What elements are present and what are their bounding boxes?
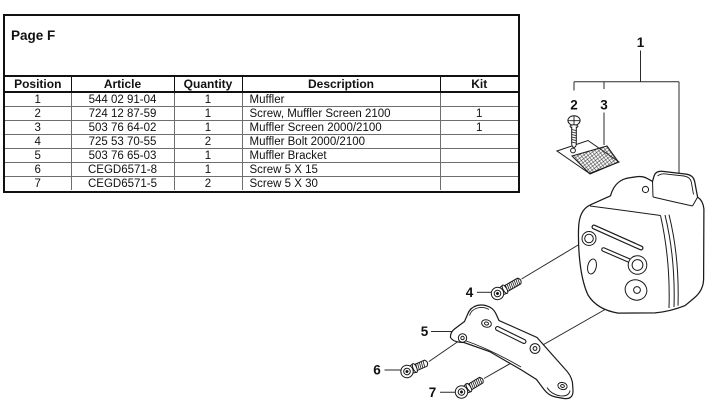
table-row <box>5 135 518 149</box>
cell-description: Screw, Muffler Screen 2100 <box>242 107 440 121</box>
callout-label-5: 5 <box>420 324 429 339</box>
header-article: Article <box>71 76 174 92</box>
table-row <box>5 177 518 191</box>
muffler-drawing <box>578 171 703 313</box>
header-position: Position <box>5 76 71 92</box>
cell-article: 503 76 64-02 <box>71 121 174 135</box>
cell-article: CEGD6571-8 <box>71 163 174 177</box>
cell-kit <box>440 163 518 177</box>
cell-article: 724 12 87-59 <box>71 107 174 121</box>
cell-position: 5 <box>5 149 71 163</box>
cell-description: Muffler Bracket <box>242 149 440 163</box>
cell-description: Muffler Bolt 2000/2100 <box>242 135 440 149</box>
callout-label-7: 7 <box>428 385 437 400</box>
table-row <box>5 163 518 177</box>
parts-table-body <box>5 92 518 190</box>
callout-label-2: 2 <box>570 97 578 113</box>
header-kit: Kit <box>440 76 518 92</box>
cell-position: 1 <box>5 92 71 107</box>
table-header-row <box>5 76 518 92</box>
cell-article: 544 02 91-04 <box>71 92 174 107</box>
cell-quantity: 1 <box>174 107 242 121</box>
table-row <box>5 92 518 107</box>
header-description: Description <box>242 76 440 92</box>
cell-position: 3 <box>5 121 71 135</box>
cell-kit: 1 <box>440 107 518 121</box>
cell-kit <box>440 149 518 163</box>
cell-description: Muffler Screen 2000/2100 <box>242 121 440 135</box>
cell-quantity: 1 <box>174 149 242 163</box>
cell-article: 503 76 65-03 <box>71 149 174 163</box>
table-row <box>5 121 518 135</box>
cell-kit <box>440 92 518 107</box>
header-quantity: Quantity <box>174 76 242 92</box>
cell-quantity: 1 <box>174 163 242 177</box>
parts-table <box>5 75 518 190</box>
screw-5x15-drawing <box>399 357 430 380</box>
screw-5x30-drawing <box>453 374 486 401</box>
cell-description: Screw 5 X 15 <box>242 163 440 177</box>
cell-kit: 1 <box>440 121 518 135</box>
callout-label-6: 6 <box>373 362 381 378</box>
table-row <box>5 149 518 163</box>
callout-label-1: 1 <box>636 35 645 50</box>
cell-article: CEGD6571-5 <box>71 177 174 191</box>
callout-label-4: 4 <box>465 285 474 300</box>
page-title: Page F <box>11 28 56 43</box>
callout-label-3: 3 <box>600 97 608 113</box>
cell-quantity: 2 <box>174 177 242 191</box>
cell-kit <box>440 135 518 149</box>
cell-position: 7 <box>5 177 71 191</box>
cell-description: Screw 5 X 30 <box>242 177 440 191</box>
cell-position: 6 <box>5 163 71 177</box>
cell-article: 725 53 70-55 <box>71 135 174 149</box>
muffler-screen-drawing <box>557 141 619 175</box>
cell-position: 2 <box>5 107 71 121</box>
table-row <box>5 107 518 121</box>
cell-quantity: 2 <box>174 135 242 149</box>
cell-quantity: 1 <box>174 92 242 107</box>
cell-position: 4 <box>5 135 71 149</box>
screen-screw-drawing <box>568 116 580 148</box>
cell-kit <box>440 177 518 191</box>
parts-list-panel <box>3 14 520 193</box>
cell-quantity: 1 <box>174 121 242 135</box>
muffler-bolt-drawing <box>489 275 524 302</box>
cell-description: Muffler <box>242 92 440 107</box>
